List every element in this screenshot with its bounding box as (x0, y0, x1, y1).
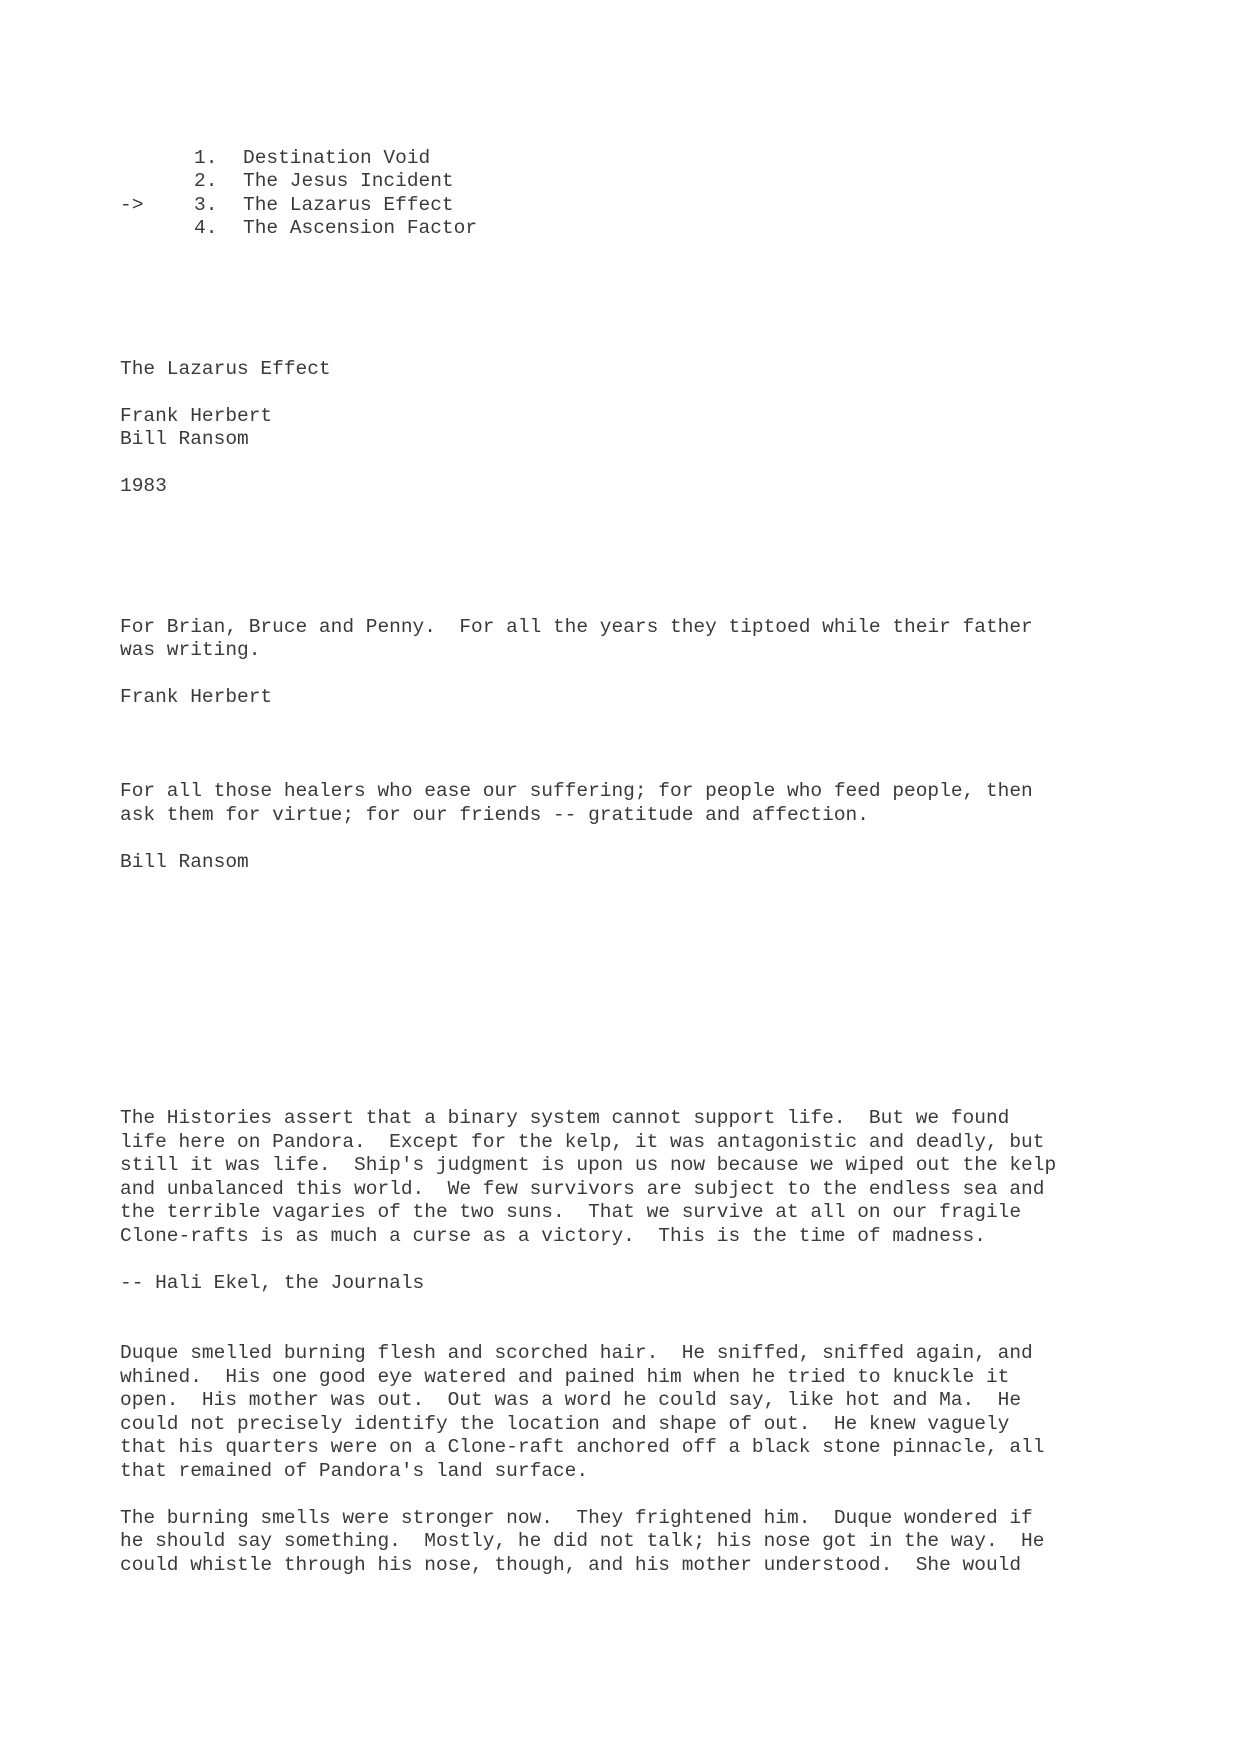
series-title: The Ascension Factor (243, 217, 478, 239)
body-line: that his quarters were on a Clone-raft anchored off a black stone pinnacle, all (120, 1436, 1045, 1458)
book-title: The Lazarus Effect (120, 358, 331, 380)
body-line: The burning smells were stronger now. They frightened him. Duque wondered if (120, 1507, 1033, 1529)
series-title: Destination Void (243, 147, 431, 169)
series-number: 3. (194, 194, 218, 216)
body-line: could not precisely identify the location and shape of out. He knew vaguely (120, 1413, 1010, 1435)
epigraph-line: the terrible vagaries of the two suns. That we survive at all on our fragile (120, 1201, 1022, 1223)
publication-year: 1983 (120, 475, 167, 497)
body-line: he should say something. Mostly, he did not talk; his nose got in the way. He (120, 1530, 1045, 1552)
epigraph-line: The Histories assert that a binary system cannot support life. But we found (120, 1107, 1010, 1129)
epigraph-line: life here on Pandora. Except for the kelp, it was antagonistic and deadly, but (120, 1131, 1045, 1153)
epigraph-attribution: -- Hali Ekel, the Journals (120, 1272, 425, 1294)
body-line: could whistle through his nose, though, and his mother understood. She would (120, 1554, 1022, 1576)
epigraph-line: Clone-rafts is as much a curse as a victory. This is the time of madness. (120, 1225, 986, 1247)
series-title: The Lazarus Effect (243, 194, 454, 216)
series-title: The Jesus Incident (243, 170, 454, 192)
author-name: Frank Herbert (120, 405, 273, 427)
body-line: whined. His one good eye watered and pained him when he tried to knuckle it (120, 1366, 1010, 1388)
epigraph-line: and unbalanced this world. We few survivors are subject to the endless sea and (120, 1178, 1045, 1200)
dedication-line: ask them for virtue; for our friends -- gratitude and affection. (120, 804, 869, 826)
dedication-line: For all those healers who ease our suffering; for people who feed people, then (120, 780, 1033, 802)
body-line: that remained of Pandora's land surface. (120, 1460, 589, 1482)
dedication-line: For Brian, Bruce and Penny. For all the years they tiptoed while their father (120, 616, 1033, 638)
dedication-line: was writing. (120, 639, 261, 661)
current-book-arrow: -> (120, 194, 144, 216)
series-number: 1. (194, 147, 218, 169)
epigraph-line: still it was life. Ship's judgment is upon us now because we wiped out the kelp (120, 1154, 1057, 1176)
series-number: 2. (194, 170, 218, 192)
body-line: open. His mother was out. Out was a word he could say, like hot and Ma. He (120, 1389, 1022, 1411)
body-line: Duque smelled burning flesh and scorched hair. He sniffed, sniffed again, and (120, 1342, 1033, 1364)
dedication-signature: Bill Ransom (120, 851, 249, 873)
author-name: Bill Ransom (120, 428, 249, 450)
series-number: 4. (194, 217, 218, 239)
dedication-signature: Frank Herbert (120, 686, 273, 708)
